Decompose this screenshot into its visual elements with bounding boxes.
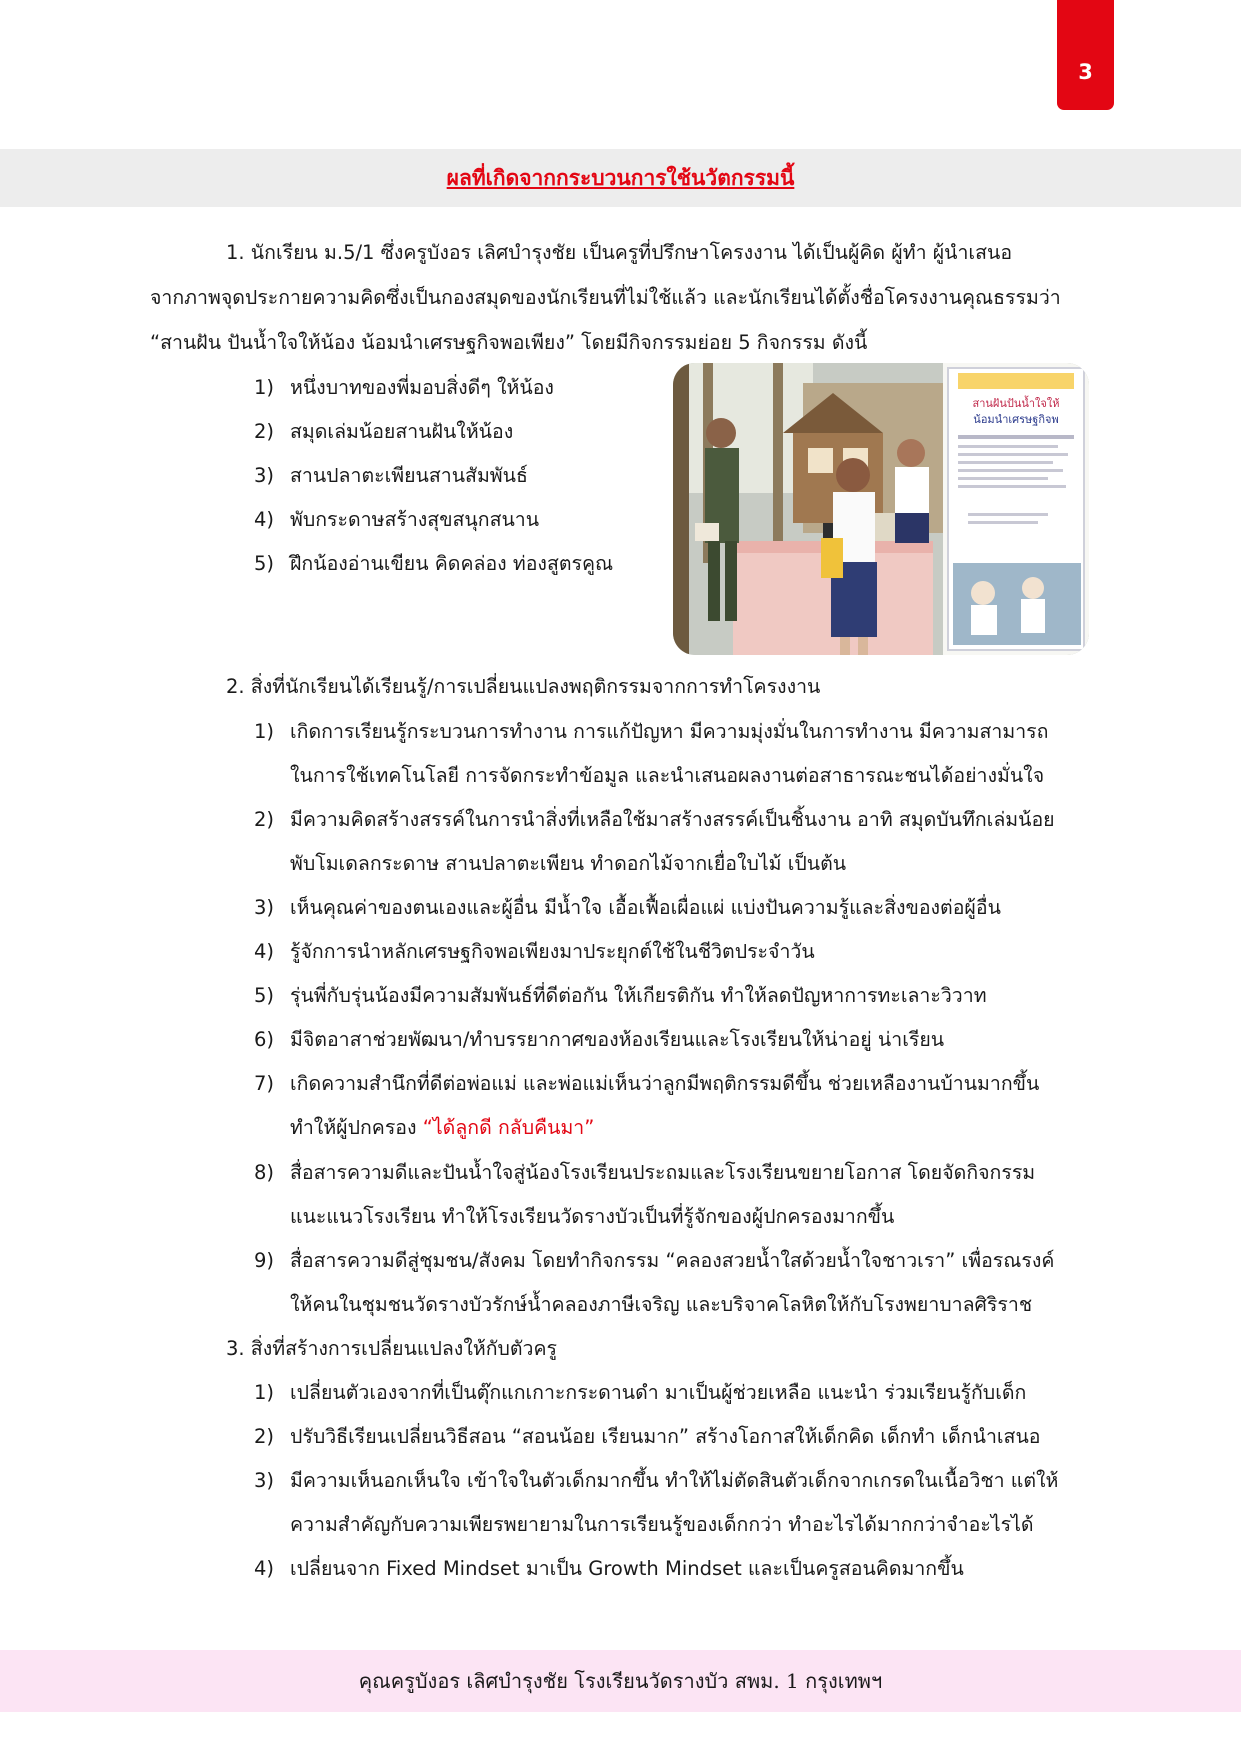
activity-item: ฝึกน้องอ่านเขียน คิดคล่อง ท่องสูตรคูณ [290,552,614,575]
section-title-band [0,149,1241,207]
activity-number: 5) [254,552,275,575]
list-number: 3) [254,1469,275,1492]
list-number: 6) [254,1028,275,1051]
list-item-line: เกิดความสำนึกที่ดีต่อพ่อแม่ และพ่อแม่เห็นว่าลูกมีพฤติกรรมดีขึ้น ช่วยเหลืองานบ้านมากขึ้น [290,1072,1040,1095]
page-number: 3 [1078,60,1093,84]
intro-line-1: 1. นักเรียน ม.5/1 ซึ่งครูบังอร เลิศบำรุงชัย เป็นครูที่ปรึกษาโครงงาน ได้เป็นผู้คิด ผู้ทำ ผู้นำเสนอ [226,241,1013,264]
page-number-tab [1057,0,1114,110]
activity-number: 3) [254,464,275,487]
activity-item: พับกระดาษสร้างสุขสนุกสนาน [290,508,540,531]
project-exhibition-photo [673,363,1089,655]
list-item-line [290,1113,594,1143]
list-item-line: เห็นคุณค่าของตนเองและผู้อื่น มีน้ำใจ เอื้อเฟื้อเผื่อแผ่ แบ่งปันความรู้และสิ่งของต่อผู้อื่น [290,896,1001,919]
list-item-line: มีจิตอาสาช่วยพัฒนา/ทำบรรยากาศของห้องเรียนและโรงเรียนให้น่าอยู่ น่าเรียน [290,1028,945,1051]
list-number: 2) [254,1425,275,1448]
activity-number: 2) [254,420,275,443]
list-number: 7) [254,1072,275,1095]
list-item-line: เปลี่ยนจาก Fixed Mindset มาเป็น Growth Mindset และเป็นครูสอนคิดมากขึ้น [290,1557,964,1580]
list-item-line: ให้คนในชุมชนวัดรางบัวรักษ์น้ำคลองภาษีเจริญ และบริจาคโลหิตให้กับโรงพยาบาลศิริราช [290,1293,1033,1316]
list-item-line: ความสำคัญกับความเพียรพยายามในการเรียนรู้ของเด็กกว่า ทำอะไรได้มากกว่าจำอะไรได้ [290,1513,1034,1536]
list-number: 2) [254,808,275,831]
intro-line-3: “สานฝัน ปันน้ำใจให้น้อง น้อมนำเศรษฐกิจพอเพียง” โดยมีกิจกรรมย่อย 5 กิจกรรม ดังนี้ [150,331,868,354]
list-number: 4) [254,1557,275,1580]
list-item-line: พับโมเดลกระดาษ สานปลาตะเพียน ทำดอกไม้จากเยื่อใบไม้ เป็นต้น [290,852,847,875]
activity-item: สานปลาตะเพียนสานสัมพันธ์ [290,464,528,487]
highlight-quote: “ได้ลูกดี กลับคืนมา” [422,1116,595,1139]
footer-text: คุณครูบังอร เลิศบำรุงชัย โรงเรียนวัดรางบัว สพม. 1 กรุงเทพฯ [358,1669,883,1693]
list-item-line: สื่อสารความดีสู่ชุมชน/สังคม โดยทำกิจกรรม “คลองสวยน้ำใสด้วยน้ำใจชาวเรา” เพื่อรณรงค์ [290,1249,1055,1272]
list-item-line: มีความคิดสร้างสรรค์ในการนำสิ่งที่เหลือใช้มาสร้างสรรค์เป็นชิ้นงาน อาทิ สมุดบันทึกเล่มน้อย [290,808,1055,831]
list-number: 8) [254,1161,275,1184]
list-item-text: ทำให้ผู้ปกครอง [290,1116,417,1139]
list-item-line: สื่อสารความดีและปันน้ำใจสู่น้องโรงเรียนประถมและโรงเรียนขยายโอกาส โดยจัดกิจกรรม [290,1161,1036,1184]
list-number: 9) [254,1249,275,1272]
list-item-line: รุ่นพี่กับรุ่นน้องมีความสัมพันธ์ที่ดีต่อกัน ให้เกียรติกัน ทำให้ลดปัญหาการทะเลาะวิวาท [290,984,987,1007]
section3-heading: 3. สิ่งที่สร้างการเปลี่ยนแปลงให้กับตัวครู [226,1337,558,1360]
list-item-line: แนะแนวโรงเรียน ทำให้โรงเรียนวัดรางบัวเป็นที่รู้จักของผู้ปกครองมากขึ้น [290,1205,895,1228]
page-footer [0,1650,1241,1712]
list-item-line: เกิดการเรียนรู้กระบวนการทำงาน การแก้ปัญหา มีความมุ่งมั่นในการทำงาน มีความสามารถ [290,720,1049,743]
list-item-line: เปลี่ยนตัวเองจากที่เป็นตุ๊กแกเกาะกระดานดำ มาเป็นผู้ช่วยเหลือ แนะนำ ร่วมเรียนรู้กับเด็ก [290,1381,1027,1404]
list-number: 5) [254,984,275,1007]
activity-number: 1) [254,376,275,399]
section-title: ผลที่เกิดจากกระบวนการใช้นวัตกรรมนี้ [446,165,795,190]
poster-title: สานฝันปันน้ำใจให้ [972,397,1060,410]
list-item-line: ปรับวิธีเรียนเปลี่ยนวิธีสอน “สอนน้อย เรียนมาก” สร้างโอกาสให้เด็กคิด เด็กทำ เด็กนำเสนอ [290,1425,1041,1448]
list-item-line: มีความเห็นอกเห็นใจ เข้าใจในตัวเด็กมากขึ้น ทำให้ไม่ตัดสินตัวเด็กจากเกรดในเนื้อวิชา แต่ให้ [290,1469,1059,1492]
section2-heading: 2. สิ่งที่นักเรียนได้เรียนรู้/การเปลี่ยนแปลงพฤติกรรมจากการทำโครงงาน [226,675,821,698]
photo-illustration [673,363,1089,655]
list-number: 1) [254,720,275,743]
activity-item: สมุดเล่มน้อยสานฝันให้น้อง [290,420,514,443]
list-number: 4) [254,940,275,963]
intro-line-2: จากภาพจุดประกายความคิดซึ่งเป็นกองสมุดของนักเรียนที่ไม่ใช้แล้ว และนักเรียนได้ตั้งชื่อโครงงานคุณธรรมว่า [150,286,1061,309]
activity-number: 4) [254,508,275,531]
poster-subtitle: น้อมนำเศรษฐกิจพ [973,413,1059,426]
list-item-line: รู้จักการนำหลักเศรษฐกิจพอเพียงมาประยุกต์ใช้ในชีวิตประจำวัน [290,940,815,963]
list-number: 1) [254,1381,275,1404]
list-number: 3) [254,896,275,919]
activity-item: หนึ่งบาทของพี่มอบสิ่งดีๆ ให้น้อง [290,376,554,399]
list-item-line: ในการใช้เทคโนโลยี การจัดกระทำข้อมูล และนำเสนอผลงานต่อสาธารณะชนได้อย่างมั่นใจ [290,764,1045,787]
